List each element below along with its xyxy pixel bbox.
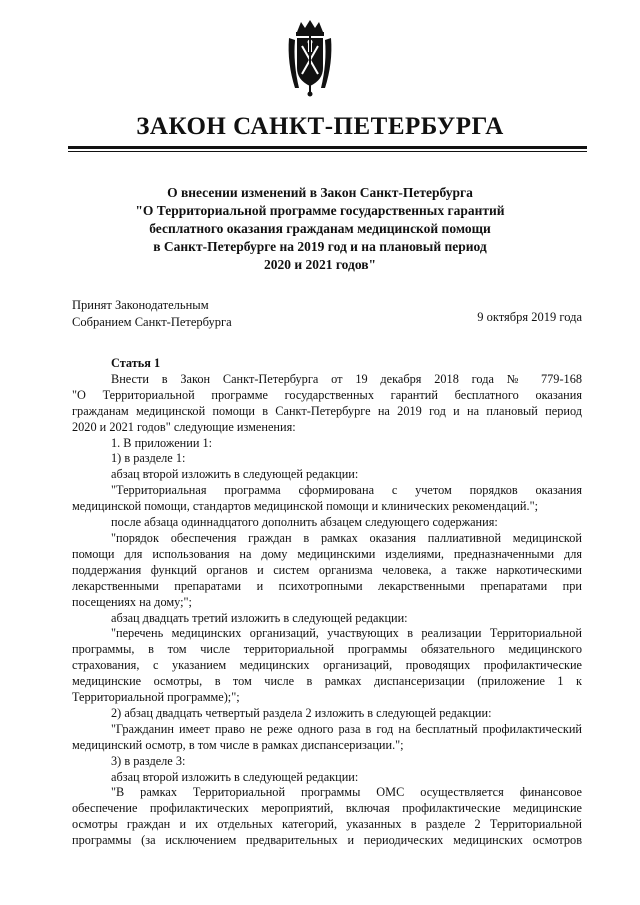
body-line: "О Территориальной программе государственных гарантий бесплатного оказания — [72, 387, 582, 402]
subtitle-line: "О Территориальной программе государственных гарантий — [135, 203, 505, 218]
body-line: 3) в разделе 3: — [111, 753, 186, 768]
law-title: ЗАКОН САНКТ-ПЕТЕРБУРГА — [136, 113, 504, 140]
body-line: 1. В приложении 1: — [111, 435, 213, 450]
body-line: медицинские осмотры, в том числе в рамках диспансеризации (приложение 1 к — [72, 674, 582, 689]
body-line: посещениях на дому;"; — [72, 594, 192, 609]
body-line: гражданам медицинской помощи в Санкт-Петербурге на 2019 год и на плановый период — [72, 403, 582, 418]
body-line: обеспечение профилактических мероприятий, включая профилактические медицинские — [72, 801, 582, 816]
body-line: абзац двадцать третий изложить в следующей редакции: — [111, 610, 408, 625]
body-line: 2020 и 2021 годов" следующие изменения: — [72, 419, 296, 434]
body-line: "порядок обеспечения граждан в рамках оказания паллиативной медицинской — [111, 530, 582, 545]
body-line: помощи для использования на дому медицинскими изделиями, предназначенными для — [72, 546, 582, 561]
title-rule-thin — [68, 151, 587, 152]
body-line: лекарственными препаратами и психотропными лекарственными препаратами при — [72, 578, 582, 593]
adoption-line: Собранием Санкт-Петербурга — [72, 315, 232, 329]
body-line: абзац второй изложить в следующей редакции: — [111, 769, 359, 784]
body-line: после абзаца одиннадцатого дополнить абзацем следующего содержания: — [111, 515, 498, 530]
body-line: медицинской помощи, стандартов медицинской помощи и клинических рекомендаций."; — [72, 499, 539, 514]
adoption-line: Принят Законодательным — [72, 298, 209, 312]
body-line: 2) абзац двадцать четвертый раздела 2 изложить в следующей редакции: — [111, 705, 492, 720]
title-rule-thick — [68, 146, 587, 149]
body-line: программы, в том числе территориальной программы обязательного медицинского — [72, 642, 582, 657]
body-line: страхования, с указанием медицинских организаций, проводящих профилактические — [72, 658, 582, 673]
body-line: медицинский осмотр, в том числе в рамках диспансеризации."; — [72, 737, 404, 752]
body-line: "перечень медицинских организаций, участвующих в реализации Территориальной — [111, 626, 582, 641]
adoption-info — [72, 297, 232, 331]
coat-of-arms-icon — [285, 18, 335, 98]
body-line: "Территориальная программа сформирована с учетом порядков оказания — [111, 483, 582, 498]
body-line: поддержания функций органов и систем организма человека, а также наркотическими — [72, 562, 582, 577]
body-line: "Гражданин имеет право не реже одного раза в год на бесплатный профилактический — [111, 721, 582, 736]
body-line: "В рамках Территориальной программы ОМС осуществляется финансовое — [111, 785, 582, 800]
subtitle-line: 2020 и 2021 годов" — [263, 257, 377, 272]
body-line: абзац второй изложить в следующей редакции: — [111, 467, 359, 482]
body-line: 1) в разделе 1: — [111, 451, 186, 466]
subtitle-line: в Санкт-Петербурге на 2019 год и на плановый период — [153, 239, 487, 254]
body-line: осмотры граждан и их отдельных категорий, указанных в разделе 2 Территориальной — [72, 817, 582, 832]
subtitle-line: бесплатного оказания гражданам медицинской помощи — [149, 221, 491, 236]
body-line: программы (за исключением предварительных и периодических медицинских осмотров — [72, 833, 582, 848]
law-subtitle — [60, 184, 580, 274]
adoption-date: 9 октября 2019 года — [477, 310, 582, 324]
article-heading: Статья 1 — [111, 356, 161, 370]
document-body — [72, 356, 582, 849]
body-line: Внести в Закон Санкт-Петербурга от 19 декабря 2018 года № 779-168 — [111, 371, 582, 386]
subtitle-line: О внесении изменений в Закон Санкт-Петербурга — [167, 185, 473, 200]
body-line: Территориальной программе);"; — [72, 690, 240, 705]
